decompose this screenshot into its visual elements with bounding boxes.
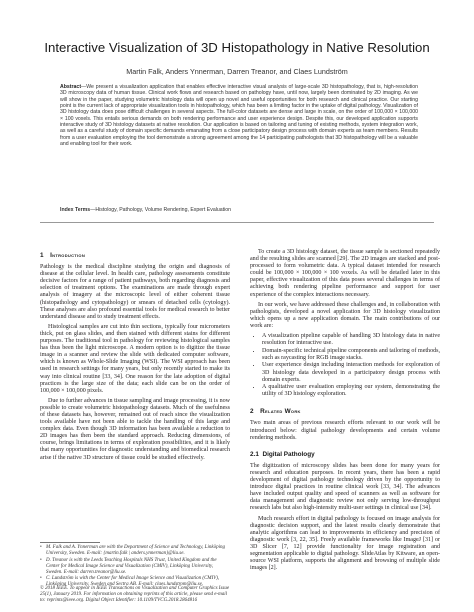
- paragraph: Histological samples are cut into thin sections, typically four micrometers thick, put on glass slides, and then stained with different stains for different purposes. The traditional tool in pathology for reviewing histological samples has thus been the light microscope. A modern option is to digitize the tissue image in a scanner and review the slide with dedicated computer software, which is known as Whole-Slide Imaging (WSI). The WSI approach has been used in research settings for many years, but only recently started to make its way into clinical routine [33, 34]. One reason for the late adoption of digital practices is the large size of the data; each slide can be on the order of 100,000 × 100,000 pixels.: [40, 323, 230, 394]
- left-column: [40, 252, 230, 462]
- list-item: • A visualization pipeline capable of handling 3D histology data in native resolution for interactive use.: [262, 333, 440, 347]
- subsection-number: 2.1: [250, 450, 259, 458]
- section-title: Related Work: [260, 408, 301, 416]
- index-terms: [60, 207, 418, 213]
- abstract-label: Abstract: [60, 84, 82, 90]
- subsection-title: Digital Pathology: [262, 450, 315, 458]
- list-item: • Domain-specific technical pipeline components and tailoring of methods, such as raycasting for RGB image stacks.: [262, 348, 440, 362]
- paragraph: In our work, we have addressed these challenges and, in collaboration with pathologists, developed a novel application for 3D histology visualization which opens up a new application domain. The main contributions of our work are:: [250, 301, 440, 329]
- section-heading-related-work: [250, 408, 440, 415]
- paper-title: Interactive Visualization of 3D Histopathology in Native Resolution: [44, 40, 430, 55]
- header-divider: [40, 222, 434, 223]
- author-list: Martin Falk, Anders Ynnerman, Darren Treanor, and Claes Lundström: [126, 67, 348, 76]
- paragraph: Two main areas of previous research efforts relevant to our work will be introduced below: digital pathology developments and certain volume rendering methods.: [250, 420, 440, 441]
- paragraph: Due to further advances in tissue sampling and image processing, it is now possible to create volumetric histopathology datasets. Much of the usefulness of these datasets has, however, remained out of reach since the visualization tools available have not been able to tackle the handling of this large and complex data. Even though 3D information has been available a reduction to 2D images has then been the standard approach. Reducing dimensions, of course, brings limitations in terms of exploration possibilities, and it is likely that many opportunities for diagnostic understanding and biomedical research arise if the native 3D structure of tissue could be studied effectively.: [40, 397, 230, 461]
- footnote-item: • D. Treanor is with the Leeds Teaching Hospitals NHS Trust, United Kingdom and the Center for Medical Image Science and Visualization (CMIV), Linköping University, Sweden. E-mail: darren.treanor@liu.se.: [46, 558, 230, 576]
- index-terms-label: Index Terms: [60, 207, 91, 213]
- footnote-divider: [40, 542, 100, 543]
- section-title: Introduction: [50, 252, 86, 259]
- abstract: [60, 84, 418, 147]
- index-terms-text: —Histology, Pathology, Volume Rendering, Expert Evaluation: [90, 207, 231, 213]
- footnote-item: • M. Falk and A. Ynnerman are with the Department of Science and Technology, Linköping University, Sweden. E-mail: {martin.falk | anders.ynnerman}@liu.se.: [46, 545, 230, 557]
- section-heading-introduction: [40, 252, 230, 259]
- paragraph: Pathology is the medical discipline studying the origin and diagnosis of disease at the cellular level. In health care, pathology assessments constitute decisive factors for a range of patient pathways, both regarding diagnosis and selection of treatment options. The examinations are made through expert analysis of imagery at the microscopic level of either coherent tissue (histopathology and cytopathology) or smears of detached cells (cytology). These analyses are also profound essential tools for medical research to better understand disease and to study treatment effects.: [40, 264, 230, 320]
- copyright-notice: © 2018 IEEE. To appear in IEEE Transactions on Visualization and Computer Graphics Issue 25(1), January 2019. For information on obtaining reprints of this article, please send e-mail to: reprints@ieee.org. Digital Object Identifier: 10.1109/TVCG.2018.2864816: [40, 586, 230, 603]
- author-footnotes: [40, 545, 230, 589]
- section-number: 1: [40, 252, 44, 259]
- footnote-item: • C. Lundström is with the Center for Medical Image Science and Visualization (CMIV), Linköping University, Sweden and Sectra AB. E-mail: claes.lundstrom@liu.se.: [46, 576, 230, 588]
- section-number: 2: [250, 408, 254, 416]
- list-item: • User experience design including interaction methods for exploration of 3D histology data developed in a participatory design process with domain experts.: [262, 362, 440, 383]
- paragraph: The digitization of microscopy slides has been done for many years for research and education purposes. In recent years, there has been a rapid development of digital pathology technology driven by the opportunity to introduce digital practices in routine clinical work [33, 34]. The advances have included output quality and speed of scanners as well as software for data management and diagnostic review not only serving low-throughput research labs but also high-intensity multi-user settings in clinical use [34].: [250, 462, 440, 512]
- paragraph: Much research effort in digital pathology is focused on image analysis for diagnostic decision support, and the latest results clearly demonstrate that analytic algorithms can lead to improvements in efficiency and precision of diagnostic work [3, 22, 35]. Freely available frameworks like ImageJ [31] or 3D Slicer [7, 12] provide functionality for image registration and segmentation applicable to digital pathology. SlideAtlas by Kitware, an open-source WSI platform, supports the alignment and browsing of multiple slide images [2].: [250, 515, 440, 572]
- paragraph: To create a 3D histology dataset, the tissue sample is sectioned repeatedly and the resulting slides are scanned [29]. The 2D images are stacked and post-processed to form volumetric data. A typical dataset intended for research could be 100,000 × 100,000 × 100 voxels. As will be detailed later in this paper, effective visualization of this data poses several challenges in terms of achieving both rendering pipeline performance and support for user experience of the complex interactions necessary.: [250, 249, 440, 298]
- subsection-heading-digital-pathology: [250, 451, 440, 458]
- contribution-list: [250, 333, 440, 398]
- list-item: • A qualitative user evaluation employing our system, demonstrating the utility of 3D histology exploration.: [262, 384, 440, 398]
- abstract-text: —We present a visualization application that enables effective interactive visual analysis of large-scale 3D histopathology, that is, high-resolution 3D microscopy data of human tissue. Clinical work flows and research based on pathology have, until now, largely been dominated by 2D imaging. As we will show in the paper, studying volumetric histology data will open up novel and useful opportunities for both research and clinical practice. Our starting point is the current lack of appropriate visualization tools in histopathology, which has been a limiting factor in the uptake of digital pathology. Visualization of 3D histology data does pose difficult challenges in several aspects. The full-color datasets are dense and large in scale, on the order of 100,000 × 100,000 × 100 voxels. This entails serious demands on both rendering performance and user experience design. Despite this, our developed application supports interactive study of 3D histology datasets at native resolution. Our application is based on tailoring and tuning of existing methods, system integration work, as well as a careful study of domain specific demands emanating from a close participatory design process with domain experts as team members. Results from a user evaluation employing the tool demonstrate a strong agreement among the 14 participating pathologists that 3D histopathology will be a valuable and enabling tool for their work.: [60, 84, 418, 148]
- right-column: [250, 249, 440, 572]
